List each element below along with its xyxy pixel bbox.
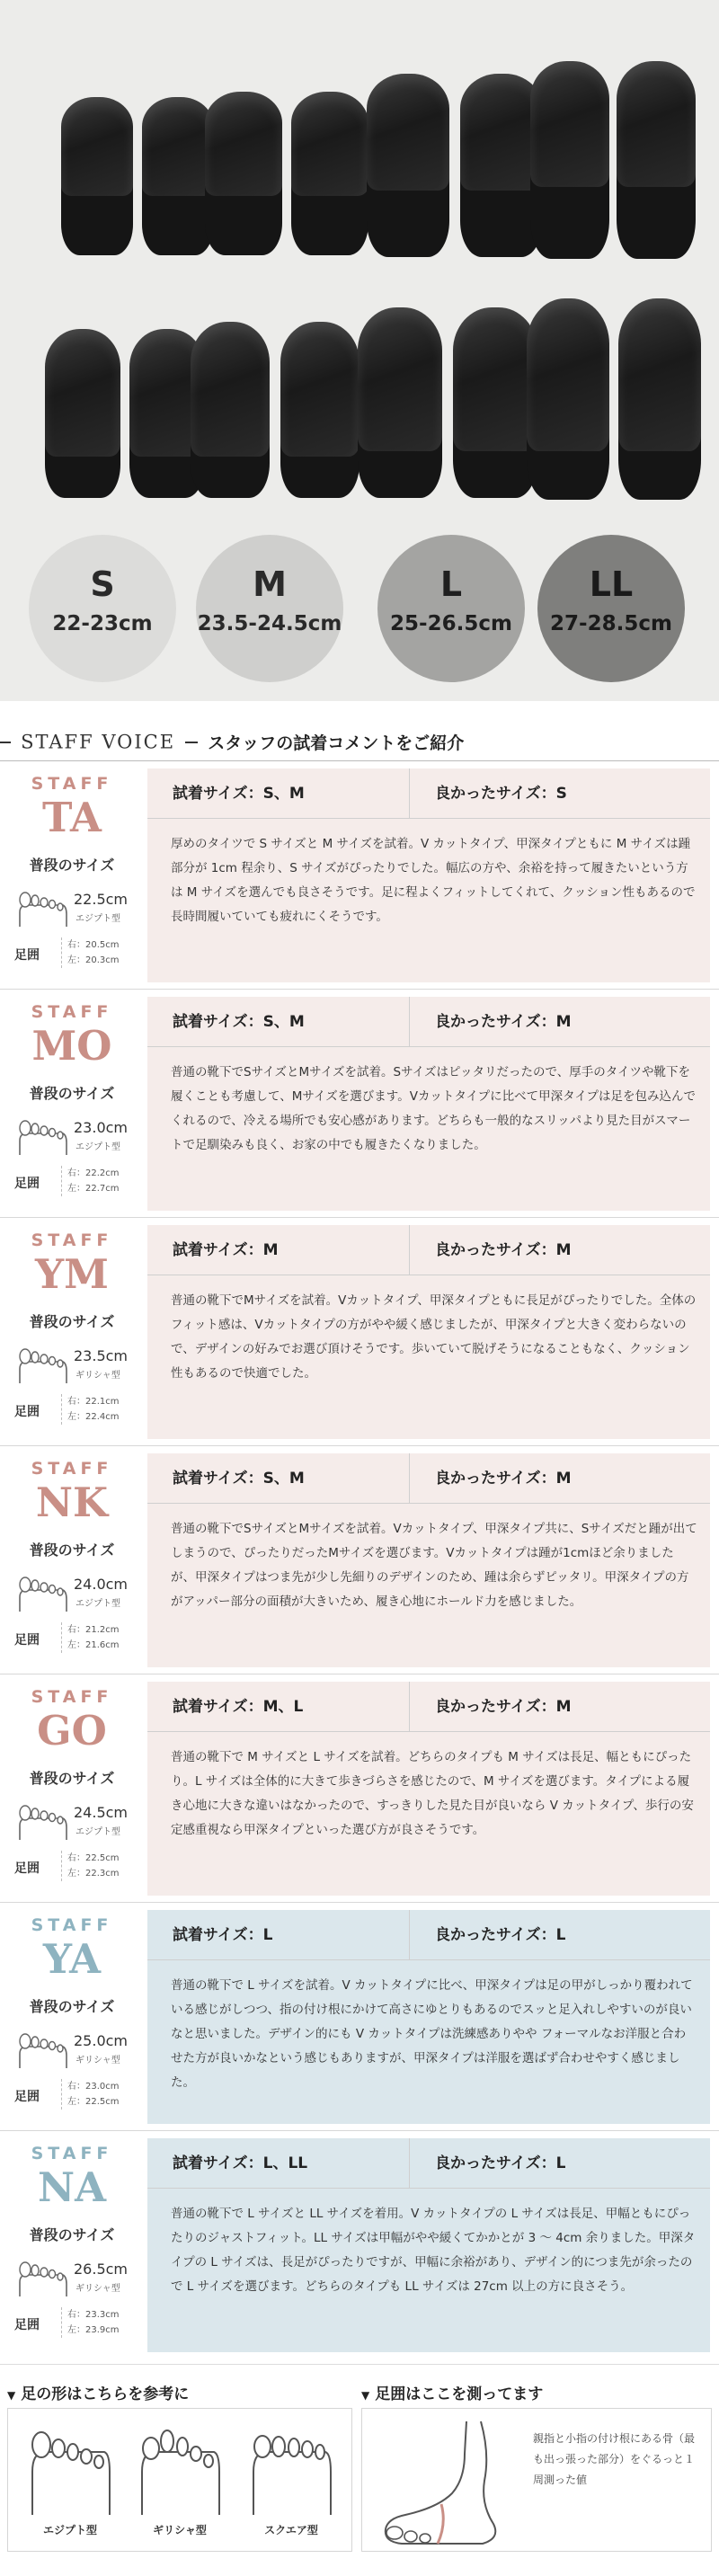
size-header-row <box>147 997 710 1047</box>
staff-initials: NK <box>35 1479 109 1526</box>
good-size: 良かったサイズ：M <box>435 1698 572 1716</box>
foot-type: ギリシャ型 <box>75 1371 120 1381</box>
foot-width-label: 足囲 <box>14 2090 40 2104</box>
tried-size: 試着サイズ：L <box>147 1910 410 1960</box>
slipper-pair-m-deep <box>191 322 361 498</box>
staff-comment: 普通の靴下で L サイズを試着。V カットタイプに比べ、甲深タイプは足の甲がしっかり覆われている感じがしつつ、指の付け根にかけて高さにゆとりもあるのでスッと足入れしやすいのが良いなと思いました。デザイン的にも V カットタイプは洗練感ありやや フォーマルなお洋服と合わせた方が良いかなという感じもありますが、甲深タイプは洋服を選ばず合わせやすく感じました。 <box>171 1978 693 2090</box>
foot-type: エジプト型 <box>75 1599 120 1609</box>
usual-size-label: 普段のサイズ <box>29 1770 115 1787</box>
foot-shape-reference <box>7 2381 352 2552</box>
staff-card <box>0 1674 719 1902</box>
foot-width-label: 足囲 <box>14 1177 40 1191</box>
tried-size: 試着サイズ：S、M <box>147 768 410 819</box>
size-circle-m <box>196 535 343 682</box>
foot-width-label: 足囲 <box>14 1633 40 1648</box>
size-circle-s <box>29 535 176 682</box>
tried-size: 試着サイズ：S、M <box>147 1453 410 1504</box>
size-circle-ll <box>537 535 685 682</box>
good-size: 良かったサイズ：M <box>435 1241 572 1259</box>
size-range: 23.5-24.5cm <box>197 612 342 635</box>
usual-size-value: 23.0cm <box>74 1119 129 1136</box>
right-foot-width: 右：22.2cm <box>67 1168 120 1178</box>
staff-comment-panel <box>147 1682 710 1896</box>
size-range: 22-23cm <box>52 612 153 635</box>
staff-comment: 普通の靴下でSサイズとMサイズを試着。Vカットタイプ、甲深タイプ共に、Sサイズだと踵が出てしまうので、ぴったりだったMサイズを選びます。Vカットタイプは踵が1cmほど余りましたが、甲深タイプはつま先が少し先細りのデザインのため、踵は余らずピッタリ。甲深タイプの方がアッパー部分の面積が大きいため、履き心地にホールド力を感じました。 <box>171 1522 697 1609</box>
good-size: 良かったサイズ：M <box>435 1013 572 1031</box>
foot-type: エジプト型 <box>75 914 120 924</box>
usual-size-block <box>11 2027 137 2072</box>
left-foot-width: 左：22.5cm <box>67 2097 120 2107</box>
usual-size-block <box>11 1342 137 1387</box>
usual-size-block <box>11 885 137 930</box>
heading-en: STAFF VOICE <box>21 731 176 753</box>
staff-comment: 普通の靴下で L サイズと LL サイズを着用。V カットタイプの L サイズは長足、甲幅ともにぴったりのジャストフィット。LL サイズは甲幅がやや緩くてかかとが 3 〜 4cm 余りました。甲深タイプの L サイズは、長足がぴったりですが、甲幅に余裕があり、デザイン的につま先が余ったので L サイズを選びます。どちらのタイプも LL サイズは 27cm 以上の方に良さそう。 <box>171 2207 696 2294</box>
foot-type: エジプト型 <box>75 1827 120 1837</box>
usual-size-label: 普段のサイズ <box>29 1541 115 1559</box>
foot-width-reference <box>361 2381 712 2552</box>
staff-comment: 普通の靴下でSサイズとMサイズを試着。Sサイズはピッタリだったので、厚手のタイツや靴下を履くことも考慮して、Mサイズを選びます。Vカットタイプに比べて甲深タイプは足を包み込んでくれるので、冷える場所でも安心感があります。どちらも一般的なスリッパより見た目がスマートで足馴染みも良く、お家の中でも履きたくなりました。 <box>171 1065 696 1152</box>
slipper-pair-ll <box>530 61 697 259</box>
staff-comment: 厚めのタイツで S サイズと M サイズを試着。V カットタイプ、甲深タイプともに M サイズは踵部分が 1cm 程余り、S サイズがぴったりでした。幅広の方や、余裕を持って履きたいという方は M サイズを選んでも良さそうです。足に程よくフィットしてくれて、クッション性もあるので長時間履いていても疲れにくそうです。 <box>171 837 696 924</box>
staff-comment: 普通の靴下で M サイズと L サイズを試着。どちらのタイプも M サイズは長足、幅ともにぴったり。L サイズは全体的に大きて歩きづらさを感じたので、M サイズを選びます。タイプによる履き心地に大きな違いはなかったので、すっきりした見た目が良いなら V カットタイプ、歩行の安定感重視なら甲深タイプといった選び方が良さそうです。 <box>171 1750 694 1837</box>
egyptian-foot-icon <box>25 2418 115 2517</box>
size-header-row <box>147 768 710 819</box>
staff-label: STAFF <box>31 774 113 794</box>
usual-size-label: 普段のサイズ <box>29 2226 115 2243</box>
staff-list <box>0 760 719 2358</box>
staff-comment-panel <box>147 1453 710 1667</box>
staff-profile <box>0 1446 144 1674</box>
staff-label: STAFF <box>31 1230 113 1250</box>
foot-width-values <box>61 1166 135 1196</box>
left-foot-width: 左：22.7cm <box>67 1184 120 1194</box>
toe-shape-icon <box>18 2261 68 2296</box>
shape-caption: スクエア型 <box>264 2524 318 2536</box>
foot-width-label: 足囲 <box>14 948 40 963</box>
slipper-pair-ll-deep <box>527 298 705 500</box>
staff-initials: YA <box>42 1935 102 1983</box>
foot-width-note: 親指と小指の付け根にある骨（最も出っ張った部分）をぐるっと１周測った値 <box>533 2432 696 2486</box>
usual-size-block <box>11 1799 137 1843</box>
size-letter: LL <box>589 564 634 604</box>
staff-label: STAFF <box>31 1687 113 1707</box>
right-foot-width: 右：21.2cm <box>67 1625 120 1635</box>
staff-label: STAFF <box>31 1459 113 1479</box>
left-foot-width: 左：22.3cm <box>67 1869 120 1879</box>
size-header-row <box>147 2138 710 2189</box>
square-foot-icon <box>246 2418 336 2517</box>
staff-card <box>0 989 719 1217</box>
size-range: 25-26.5cm <box>390 612 512 635</box>
foot-width-title: ▼ 足囲はここを測ってます <box>361 2385 544 2403</box>
section-heading <box>0 701 719 760</box>
toe-shape-icon <box>18 1119 68 1155</box>
staff-profile <box>0 1903 144 2131</box>
right-foot-width: 右：23.3cm <box>67 2310 120 2320</box>
left-foot-width: 左：20.3cm <box>67 955 120 965</box>
good-size: 良かったサイズ：L <box>435 1926 566 1944</box>
heading-dash <box>185 742 198 743</box>
size-letter: S <box>90 564 115 604</box>
size-range: 27-28.5cm <box>550 612 672 635</box>
triangle-down-icon: ▼ <box>361 2389 370 2402</box>
staff-comment-panel <box>147 1910 710 2124</box>
tried-size: 試着サイズ：M <box>147 1225 410 1275</box>
size-header-row <box>147 1225 710 1275</box>
usual-size-block <box>11 1570 137 1615</box>
size-guide <box>0 535 719 679</box>
usual-size-block <box>11 2255 137 2300</box>
staff-profile <box>0 761 144 990</box>
triangle-down-icon: ▼ <box>7 2389 16 2402</box>
usual-size-value: 25.0cm <box>74 2032 129 2049</box>
staff-comment-panel <box>147 768 710 982</box>
heading-jp: スタッフの試着コメントをご紹介 <box>208 733 465 753</box>
greek-foot-icon <box>135 2418 225 2517</box>
staff-card <box>0 1902 719 2130</box>
staff-initials: YM <box>35 1250 109 1298</box>
foot-type: エジプト型 <box>75 1142 120 1152</box>
size-circle-l <box>377 535 525 682</box>
foot-width-values <box>61 2079 135 2110</box>
foot-width-values <box>61 1394 135 1425</box>
staff-initials: GO <box>37 1707 107 1754</box>
tried-size: 試着サイズ：S、M <box>147 997 410 1047</box>
staff-card <box>0 2130 719 2358</box>
usual-size-value: 26.5cm <box>74 2261 129 2278</box>
size-letter: L <box>439 564 463 604</box>
right-foot-width: 右：22.5cm <box>67 1853 120 1863</box>
foot-shape-egyptian <box>21 2418 120 2544</box>
staff-card <box>0 760 719 989</box>
slipper-pair-s <box>61 97 216 255</box>
foot-shape-square <box>242 2418 341 2544</box>
foot-width-box <box>361 2408 712 2552</box>
tried-size: 試着サイズ：L、LL <box>147 2138 410 2189</box>
staff-card <box>0 1445 719 1674</box>
foot-width-label: 足囲 <box>14 2318 40 2332</box>
foot-width-label: 足囲 <box>14 1861 40 1876</box>
hero-photo <box>0 0 719 701</box>
staff-comment-panel <box>147 2138 710 2352</box>
slipper-pair-m <box>205 92 372 255</box>
staff-comment-panel <box>147 1225 710 1439</box>
slipper-pair-s-deep <box>45 329 207 498</box>
slipper-row-deep <box>0 297 719 557</box>
staff-comment-panel <box>147 997 710 1211</box>
foot-shape-box <box>7 2408 352 2552</box>
right-foot-width: 右：23.0cm <box>67 2082 120 2092</box>
size-header-row <box>147 1910 710 1960</box>
usual-size-block <box>11 1114 137 1159</box>
left-foot-width: 左：21.6cm <box>67 1640 120 1650</box>
foot-width-values <box>61 1851 135 1881</box>
usual-size-value: 23.5cm <box>74 1347 129 1364</box>
staff-label: STAFF <box>31 1915 113 1935</box>
good-size: 良かったサイズ：L <box>435 2154 566 2172</box>
reference-section <box>0 2364 719 2563</box>
staff-label: STAFF <box>31 2144 113 2163</box>
slipper-pair-l <box>367 74 546 257</box>
foot-width-label: 足囲 <box>14 1405 40 1419</box>
usual-size-label: 普段のサイズ <box>29 1313 115 1330</box>
shape-caption: ギリシャ型 <box>153 2524 207 2536</box>
usual-size-label: 普段のサイズ <box>29 1085 115 1102</box>
toe-shape-icon <box>18 1347 68 1383</box>
toe-shape-icon <box>18 891 68 927</box>
good-size: 良かったサイズ：M <box>435 1470 572 1488</box>
usual-size-label: 普段のサイズ <box>29 857 115 874</box>
staff-initials: TA <box>42 794 102 841</box>
slipper-pair-l-deep <box>358 307 541 498</box>
shape-caption: エジプト型 <box>42 2524 97 2536</box>
staff-card <box>0 1217 719 1445</box>
usual-size-value: 24.5cm <box>74 1804 129 1821</box>
staff-profile <box>0 1674 144 1903</box>
size-letter: M <box>253 564 287 604</box>
staff-comment: 普通の靴下でMサイズを試着。Vカットタイプ、甲深タイプともに長足がぴったりでした。全体のフィット感は、Vカットタイプの方がやや緩く感じましたが、甲深タイプと大きく変わらないので、デザインの好みでお選び頂けそうです。歩いていて脱げそうになることもなく、クッション性もあるので快適でした。 <box>171 1293 697 1381</box>
heading-dash <box>0 742 11 743</box>
foot-shape-title: ▼ 足の形はこちらを参考に <box>7 2385 190 2403</box>
foot-width-values <box>61 1622 135 1653</box>
staff-profile <box>0 2131 144 2359</box>
left-foot-width: 左：22.4cm <box>67 1412 120 1422</box>
staff-profile <box>0 990 144 1218</box>
slipper-row-v-cut <box>0 45 719 306</box>
right-foot-width: 右：22.1cm <box>67 1397 120 1407</box>
usual-size-value: 22.5cm <box>74 891 129 908</box>
foot-width-values <box>61 2307 135 2338</box>
tried-size: 試着サイズ：M、L <box>147 1682 410 1732</box>
foot-width-values <box>61 937 135 968</box>
size-header-row <box>147 1453 710 1504</box>
staff-initials: NA <box>37 2163 107 2211</box>
left-foot-width: 左：23.9cm <box>67 2325 120 2335</box>
size-header-row <box>147 1682 710 1732</box>
foot-measure-icon <box>375 2418 528 2549</box>
right-foot-width: 右：20.5cm <box>67 940 120 950</box>
usual-size-value: 24.0cm <box>74 1576 129 1593</box>
staff-label: STAFF <box>31 1002 113 1022</box>
foot-type: ギリシャ型 <box>75 2056 120 2065</box>
usual-size-label: 普段のサイズ <box>29 1998 115 2015</box>
staff-profile <box>0 1218 144 1446</box>
foot-shape-greek <box>130 2418 229 2544</box>
toe-shape-icon <box>18 1576 68 1612</box>
staff-initials: MO <box>31 1022 112 1070</box>
toe-shape-icon <box>18 1804 68 1840</box>
good-size: 良かったサイズ：S <box>435 785 567 803</box>
foot-type: ギリシャ型 <box>75 2284 120 2294</box>
toe-shape-icon <box>18 2032 68 2068</box>
